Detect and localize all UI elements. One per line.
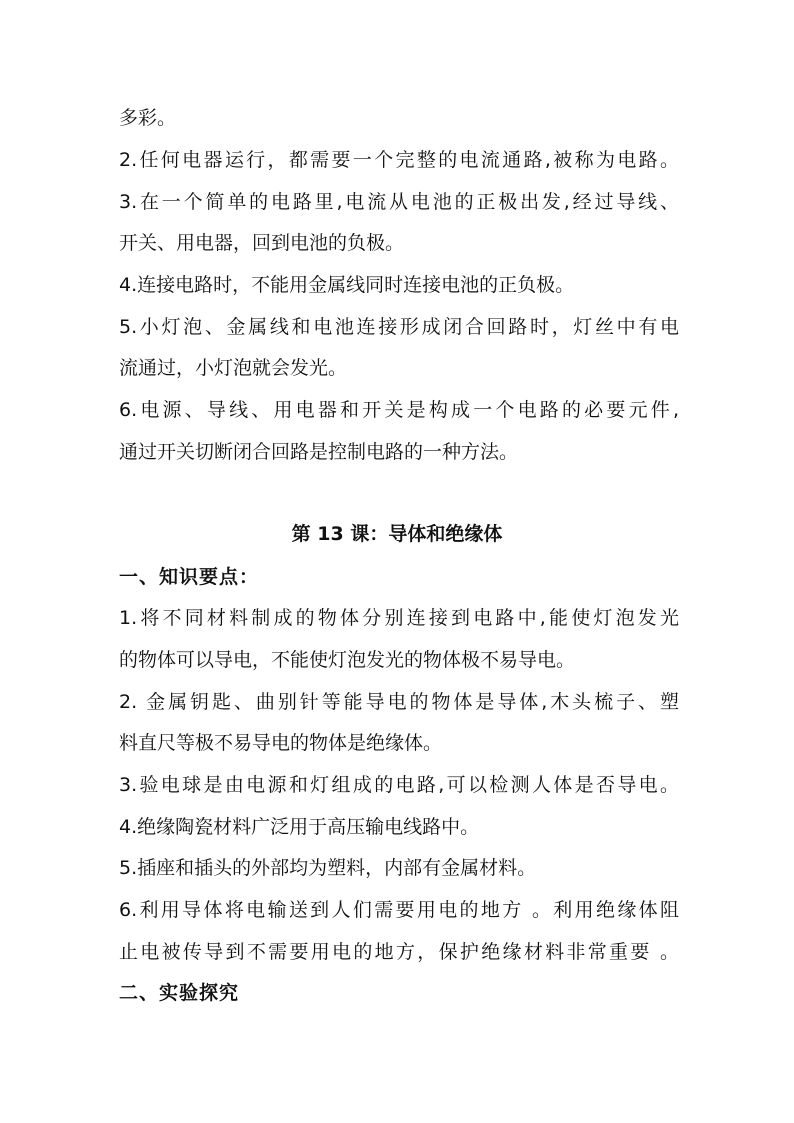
paragraph-line: 的物体可以导电，不能使灯泡发光的物体极不易导电。	[119, 649, 576, 671]
paragraph-line: 流通过，小灯泡就会发光。	[119, 357, 348, 379]
paragraph-line: 开关、用电器，回到电池的负极。	[119, 232, 405, 254]
paragraph-line: 5.插座和插头的外部均为塑料，内部有金属材料。	[119, 857, 537, 879]
paragraph-line: 6.电源、导线、用电器和开关是构成一个电路的必要元件,	[119, 399, 679, 421]
paragraph-line: 2.任何电器运行，都需要一个完整的电流通路,被称为电路。	[119, 149, 679, 171]
paragraph-line: 通过开关切断闭合回路是控制电路的一种方法。	[119, 441, 519, 463]
paragraph-line: 2. 金属钥匙、曲别针等能导电的物体是导体,木头梳子、塑	[119, 691, 679, 713]
paragraph-line: 料直尺等极不易导电的物体是绝缘体。	[119, 732, 443, 754]
paragraph-line: 止电被传导到不需要用电的地方，保护绝缘材料非常重要 。	[119, 941, 679, 963]
section-heading-knowledge: 一、知识要点：	[119, 566, 260, 588]
paragraph-line: 6.利用导体将电输送到人们需要用电的地方 。利用绝缘体阻	[119, 899, 679, 921]
paragraph-line: 3.验电球是由电源和灯组成的电路,可以检测人体是否导电。	[119, 774, 679, 796]
section-heading-experiment: 二、实验探究	[119, 982, 240, 1004]
paragraph-line: 4.绝缘陶瓷材料广泛用于高压输电线路中。	[119, 816, 480, 838]
paragraph-line: 4.连接电路时，不能用金属线同时连接电池的正负极。	[119, 274, 575, 296]
paragraph-line: 多彩。	[119, 107, 177, 129]
lesson-title: 第 13 课：导体和绝缘体	[291, 523, 503, 545]
paragraph-line: 3.在一个简单的电路里,电流从电池的正极出发,经过导线、	[119, 191, 679, 213]
paragraph-line: 5.小灯泡、金属线和电池连接形成闭合回路时，灯丝中有电	[119, 316, 679, 338]
paragraph-line: 1.将不同材料制成的物体分别连接到电路中,能使灯泡发光	[119, 607, 679, 629]
